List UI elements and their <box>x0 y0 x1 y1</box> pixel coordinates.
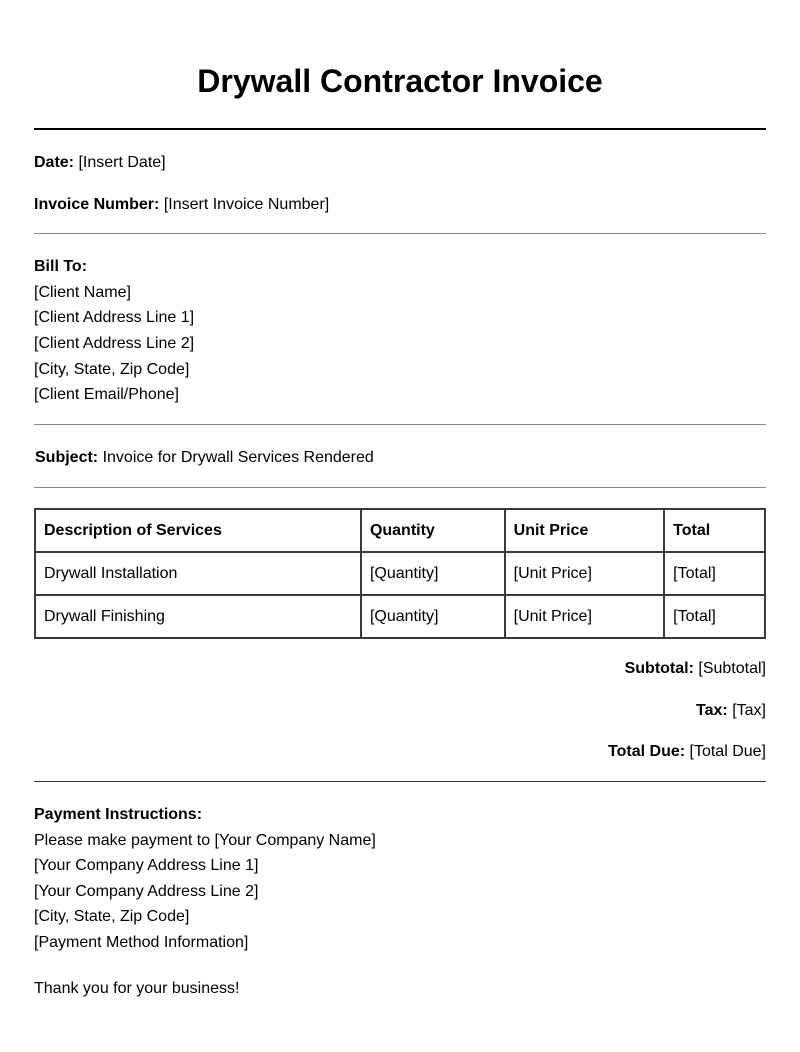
column-header: Quantity <box>361 509 505 552</box>
payment-instructions-label: Payment Instructions: <box>34 806 203 823</box>
total-due-label: Total Due: <box>608 743 686 760</box>
invoice-number-label: Invoice Number: <box>34 196 160 213</box>
subject-label: Subject: <box>35 449 99 466</box>
bill-to-line: [Client Name] <box>34 284 131 301</box>
date-line <box>34 153 166 173</box>
table-cell: [Quantity] <box>361 552 505 595</box>
bill-to-line: [Client Address Line 2] <box>34 335 195 352</box>
services-table <box>34 508 766 639</box>
bill-to-label: Bill To: <box>34 258 88 275</box>
table-cell: [Total] <box>664 595 765 638</box>
title-divider <box>34 128 766 130</box>
tax-line <box>696 701 766 721</box>
table-cell: [Total] <box>664 552 765 595</box>
bill-to-line: [City, State, Zip Code] <box>34 361 190 378</box>
table-cell: Drywall Finishing <box>35 595 361 638</box>
column-header: Unit Price <box>505 509 665 552</box>
total-due-value: [Total Due] <box>689 743 766 760</box>
bill-to-line: [Client Address Line 1] <box>34 309 195 326</box>
divider <box>34 781 766 782</box>
closing-message: Thank you for your business! <box>34 980 240 997</box>
page-title: Drywall Contractor Invoice <box>197 63 603 99</box>
column-header: Description of Services <box>35 509 361 552</box>
subject-line <box>35 448 374 468</box>
divider <box>34 487 766 488</box>
date-label: Date: <box>34 154 75 171</box>
subtotal-line <box>625 659 766 679</box>
total-due-line <box>608 742 766 762</box>
table-row <box>35 552 765 595</box>
divider <box>34 233 766 234</box>
tax-value: [Tax] <box>732 702 766 719</box>
tax-label: Tax: <box>696 702 728 719</box>
table-cell: [Unit Price] <box>505 595 665 638</box>
table-cell: Drywall Installation <box>35 552 361 595</box>
subtotal-label: Subtotal: <box>624 660 694 677</box>
payment-line: [Your Company Address Line 1] <box>34 857 259 874</box>
date-value: [Insert Date] <box>78 154 166 171</box>
column-header: Total <box>664 509 765 552</box>
bill-to-line: [Client Email/Phone] <box>34 386 179 403</box>
table-cell: [Unit Price] <box>505 552 665 595</box>
invoice-number-line <box>34 195 329 215</box>
subject-value: Invoice for Drywall Services Rendered <box>102 449 374 466</box>
payment-line: Please make payment to [Your Company Name] <box>34 832 376 849</box>
table-header-row <box>35 509 765 552</box>
subtotal-value: [Subtotal] <box>698 660 766 677</box>
table-cell: [Quantity] <box>361 595 505 638</box>
payment-line: [Payment Method Information] <box>34 934 249 951</box>
divider <box>34 424 766 425</box>
payment-line: [Your Company Address Line 2] <box>34 883 259 900</box>
payment-line: [City, State, Zip Code] <box>34 908 190 925</box>
invoice-number-value: [Insert Invoice Number] <box>163 196 330 213</box>
table-row <box>35 595 765 638</box>
